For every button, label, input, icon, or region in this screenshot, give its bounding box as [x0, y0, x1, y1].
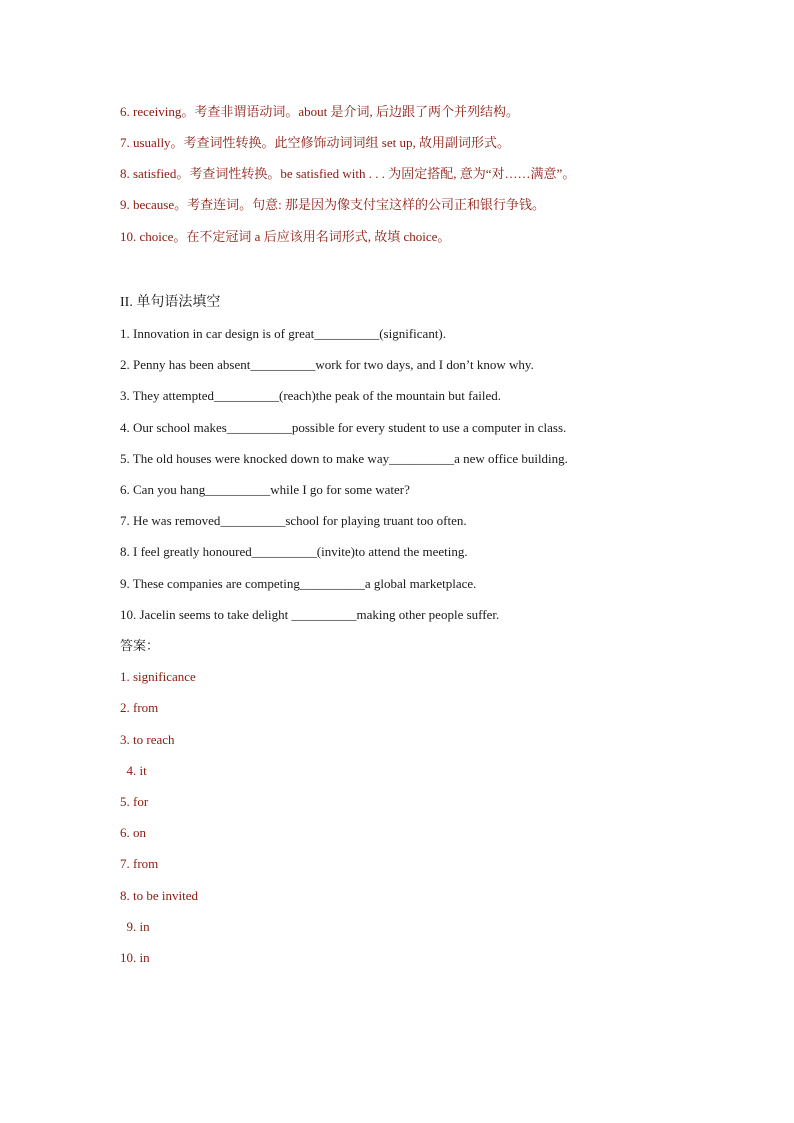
question-5: 5. The old houses were knocked down to make way__________a new office building. [120, 451, 568, 466]
explanation-6: 6. receiving。考查非谓语动词。about 是介词, 后边跟了两个并列结构。 [120, 104, 519, 119]
answer-1: 1. significance [120, 669, 196, 684]
question-2: 2. Penny has been absent__________work for two days, and I don’t know why. [120, 357, 534, 372]
answer-heading: 答案： [120, 638, 160, 653]
answer-7: 7. from [120, 856, 159, 871]
question-7: 7. He was removed__________school for playing truant too often. [120, 513, 467, 528]
section-title: II. 单句语法填空 [120, 295, 221, 310]
answer-9: 9. in [120, 919, 150, 934]
answer-8: 8. to be invited [120, 888, 198, 903]
answer-4: 4. it [120, 763, 147, 778]
question-4: 4. Our school makes__________possible for every student to use a computer in class. [120, 420, 567, 435]
explanation-9: 9. because。考查连词。句意: 那是因为像支付宝这样的公司正和银行争钱。 [120, 197, 546, 212]
explanation-7: 7. usually。考查词性转换。此空修饰动词词组 set up, 故用副词形式。 [120, 135, 510, 150]
explanation-8: 8. satisfied。考查词性转换。be satisfied with . . . 为固定搭配, 意为“对……满意”。 [120, 166, 576, 181]
question-6: 6. Can you hang__________while I go for some water? [120, 482, 410, 497]
question-9: 9. These companies are competing__________a global marketplace. [120, 576, 477, 591]
question-3: 3. They attempted__________(reach)the peak of the mountain but failed. [120, 388, 501, 403]
answer-2: 2. from [120, 700, 159, 715]
answer-10: 10. in [120, 950, 150, 965]
question-1: 1. Innovation in car design is of great__________(significant). [120, 326, 447, 341]
question-8: 8. I feel greatly honoured__________(invite)to attend the meeting. [120, 544, 468, 559]
answer-3: 3. to reach [120, 732, 175, 747]
question-10: 10. Jacelin seems to take delight __________making other people suffer. [120, 607, 500, 622]
answer-5: 5. for [120, 794, 149, 809]
answer-6: 6. on [120, 825, 146, 840]
explanation-10: 10. choice。在不定冠词 a 后应该用名词形式, 故填 choice。 [120, 229, 451, 244]
